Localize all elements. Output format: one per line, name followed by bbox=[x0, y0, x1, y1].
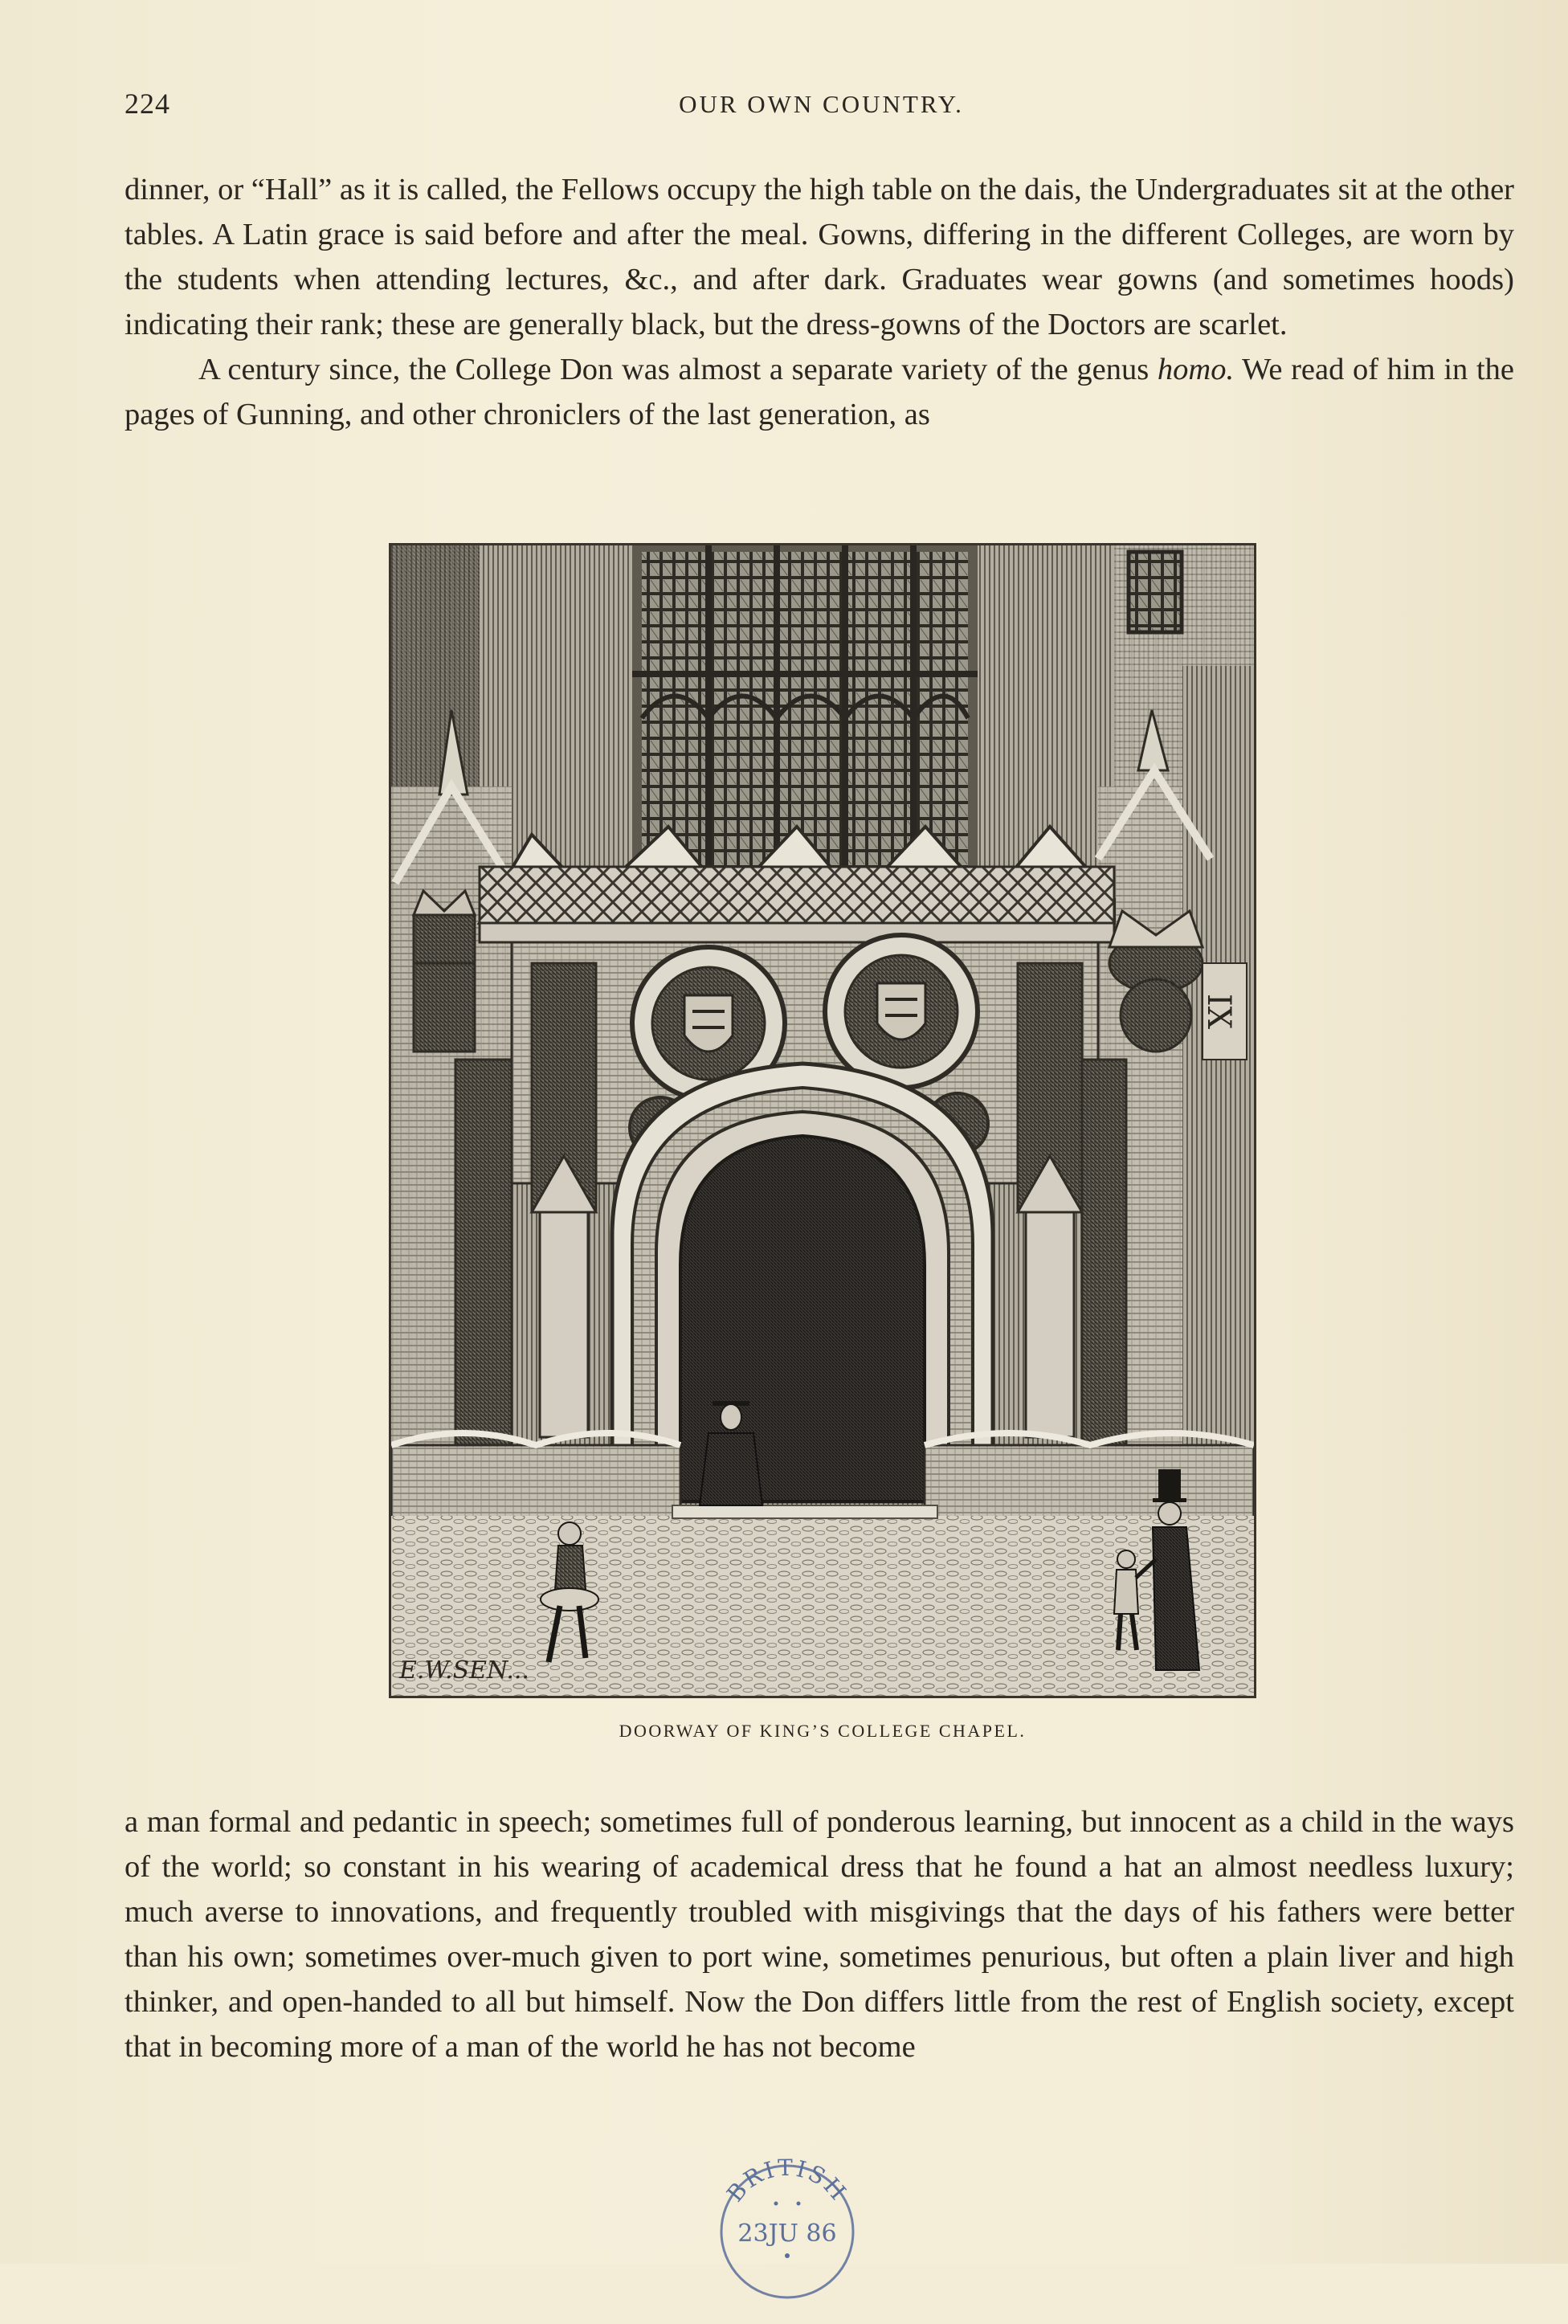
paragraph-don-description: a man formal and pedantic in speech; sometimes full of ponderous learning, but innocent as a child in the ways of the world; so constant in his wearing of academical dress that he found a hat an almost needless luxury; much averse to innovations, and frequently troubled with misgivings that the days of his fathers were better than his own; sometimes over-much given to port wine, sometimes penurious, but often a plain liver and high thinker, and open-handed to all but himself. Now the Don differs little from the rest of English society, except that in becoming more of a man of the world he has not become bbox=[125, 1805, 1514, 2064]
page-number: 224 bbox=[125, 88, 170, 120]
svg-text:BRITISH bbox=[721, 2154, 852, 2207]
engraver-signature: E.W.SEN... bbox=[399, 1656, 529, 1685]
body-text-top bbox=[125, 167, 1514, 437]
door-numeral: IX bbox=[1200, 993, 1237, 1030]
paragraph-hall: dinner, or “Hall” as it is called, the Fellows occupy the high table on the dais, the Undergraduates sit at the other tables. A Latin grace is said before and after the meal. Gowns, differing in the different Colleges, are worn by the students when attending lectures, &c., and after dark. Graduates wear gowns (and sometimes hoods) indicating their rank; these are generally black, but the dress-gowns of the Doctors are scarlet. bbox=[125, 173, 1514, 341]
genus-homo: homo. bbox=[1157, 353, 1235, 386]
stamp-date: 23JU 86 bbox=[737, 2220, 837, 2248]
engraving-doorway bbox=[389, 543, 1256, 1698]
page-header bbox=[125, 87, 1518, 125]
running-head: OUR OWN COUNTRY. bbox=[679, 90, 964, 118]
figure-caption: DOORWAY OF KING’S COLLEGE CHAPEL. bbox=[619, 1721, 1027, 1741]
stamp-top-text: BRITISH bbox=[721, 2154, 853, 2208]
roundel-right bbox=[825, 935, 978, 1088]
paragraph-college-don-end: We read of him in the pages of Gunning, and other chroniclers of the last generation, as bbox=[125, 353, 1514, 431]
lattice-cresting bbox=[480, 867, 1114, 931]
body-text-bottom bbox=[125, 1799, 1514, 2069]
paragraph-college-don bbox=[125, 347, 1514, 437]
paragraph-college-don-start: A century since, the College Don was almost a separate variety of the genus bbox=[198, 353, 1158, 386]
library-stamp bbox=[699, 2143, 876, 2320]
crown-left bbox=[414, 891, 475, 1052]
